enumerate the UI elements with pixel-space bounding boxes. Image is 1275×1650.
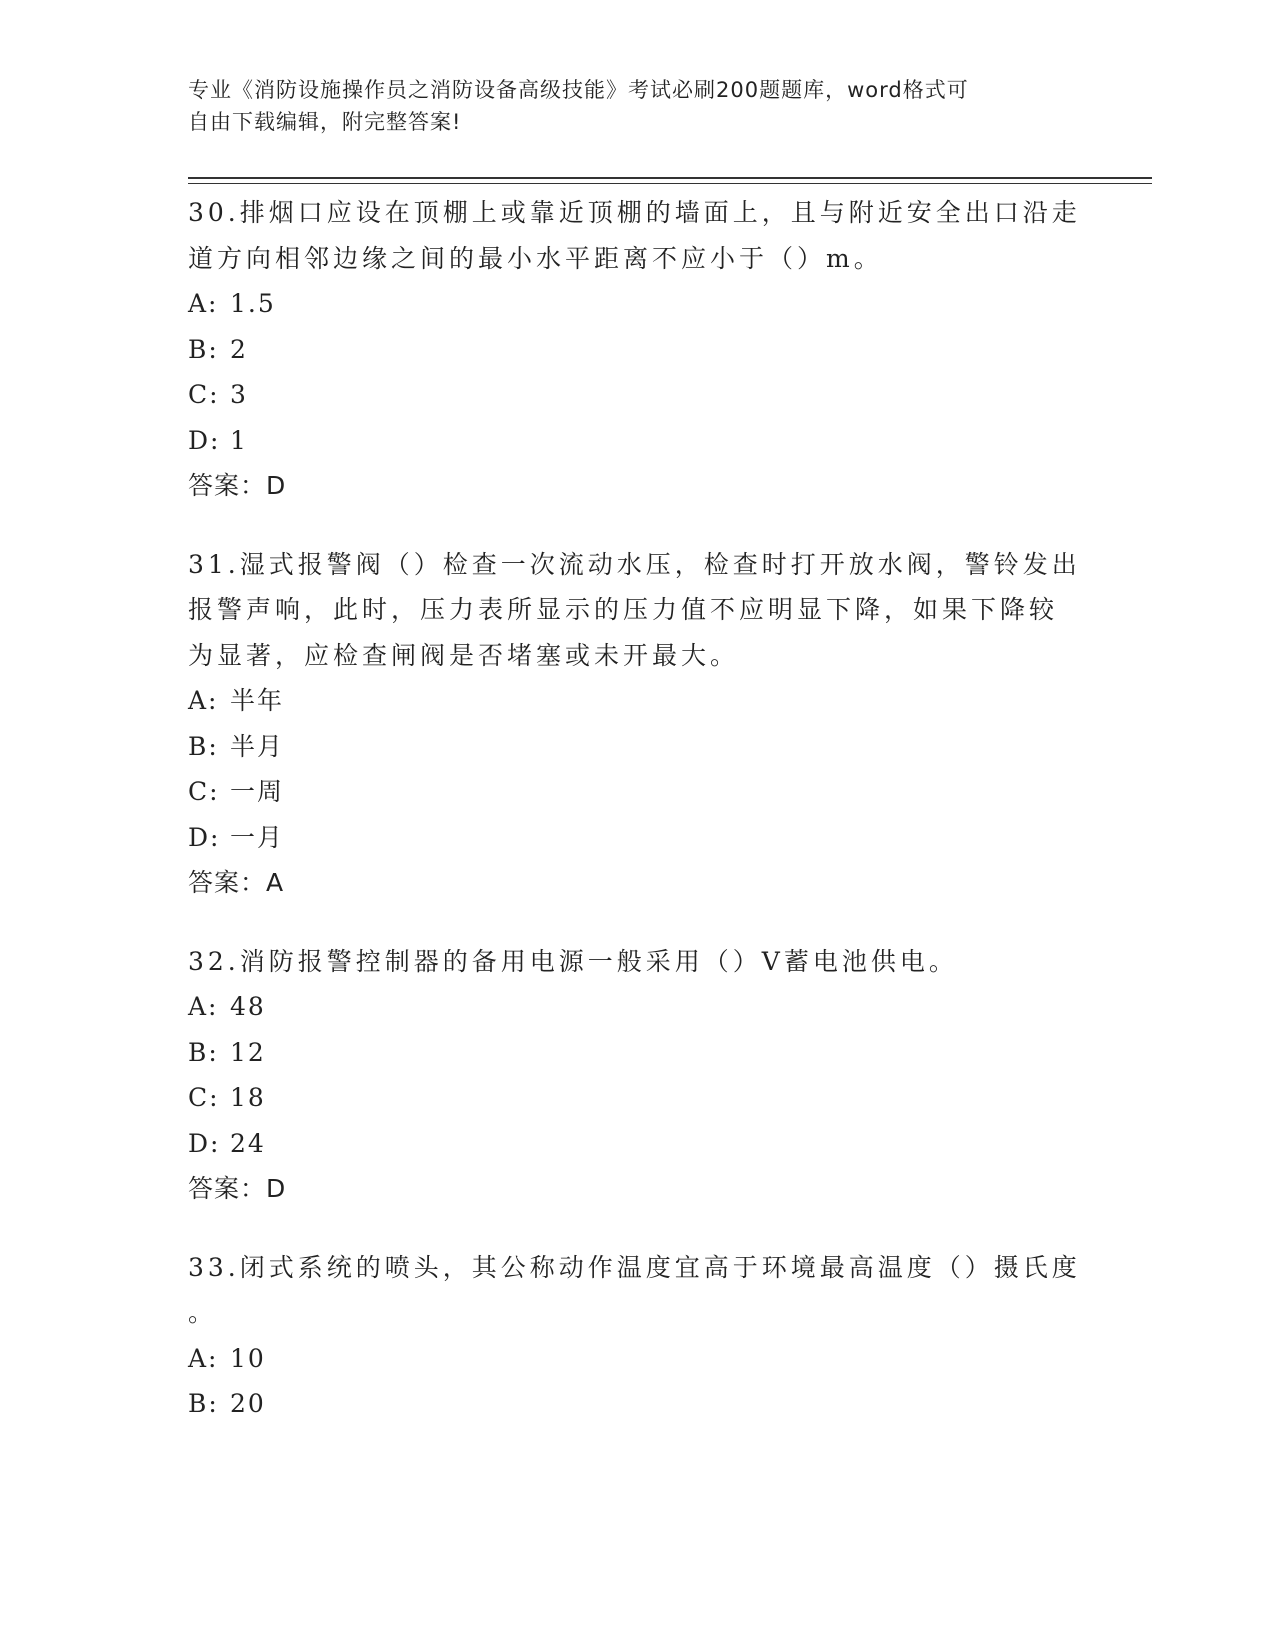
option-text: 12	[230, 1037, 266, 1067]
option-label: A:	[188, 992, 219, 1021]
option-a	[188, 281, 1088, 327]
option-b	[188, 724, 1088, 770]
option-a	[188, 1336, 1088, 1382]
option-label: D:	[188, 822, 221, 852]
option-label: D:	[188, 1128, 221, 1158]
option-text: 3	[230, 380, 248, 409]
option-label: B:	[188, 731, 219, 761]
question-stem-line: 30.排烟口应设在顶棚上或靠近顶棚的墙面上，且与附近安全出口沿走	[188, 198, 1081, 227]
option-text: 一月	[230, 822, 285, 852]
option-label: D:	[188, 425, 221, 455]
answer: 答案：D	[188, 471, 287, 500]
option-label: C:	[188, 380, 220, 409]
option-c	[188, 769, 1088, 815]
option-b	[188, 1381, 1088, 1427]
option-label: A:	[188, 289, 219, 318]
question-32	[188, 939, 1088, 1212]
option-text: 半月	[230, 731, 285, 761]
answer: 答案：D	[188, 1174, 287, 1203]
answer: 答案：A	[188, 868, 285, 897]
header-rule-thin	[188, 183, 1152, 184]
option-a	[188, 984, 1088, 1030]
question-stem-line: 32.消防报警控制器的备用电源一般采用（）V蓄电池供电。	[188, 946, 958, 976]
header-rule-thick	[188, 177, 1152, 179]
question-list	[188, 190, 1088, 1460]
option-text: 1	[230, 425, 248, 455]
option-label: C:	[188, 777, 220, 806]
question-stem-line: 33.闭式系统的喷头，其公称动作温度宜高于环境最高温度（）摄氏度	[188, 1252, 1081, 1282]
header-line-2: 自由下载编辑，附完整答案!	[188, 110, 462, 134]
option-label: A:	[188, 1343, 219, 1373]
option-label: B:	[188, 334, 219, 364]
question-stem-line: 报警声响，此时，压力表所显示的压力值不应明显下降，如果下降较	[188, 595, 1059, 624]
option-text: 2	[230, 334, 248, 364]
question-stem-line: 。	[188, 1298, 218, 1327]
option-text: 20	[230, 1389, 266, 1418]
option-label: B:	[188, 1037, 219, 1067]
option-b	[188, 327, 1088, 373]
question-stem-line: 道方向相邻边缘之间的最小水平距离不应小于（）m。	[188, 243, 883, 273]
option-text: 半年	[230, 686, 285, 715]
option-text: 48	[230, 992, 266, 1021]
option-label: C:	[188, 1083, 220, 1112]
option-label: A:	[188, 686, 219, 715]
question-stem-line: 为显著，应检查闸阀是否堵塞或未开最大。	[188, 640, 740, 670]
question-31	[188, 542, 1088, 906]
option-c	[188, 1075, 1088, 1121]
option-d	[188, 815, 1088, 861]
option-c	[188, 372, 1088, 418]
question-33	[188, 1245, 1088, 1427]
option-a	[188, 678, 1088, 724]
option-b	[188, 1030, 1088, 1076]
option-text: 24	[230, 1128, 266, 1158]
question-stem-line: 31.湿式报警阀（）检查一次流动水压，检查时打开放水阀，警铃发出	[188, 549, 1081, 579]
question-30	[188, 190, 1088, 509]
header-line-1: 专业《消防设施操作员之消防设备高级技能》考试必刷200题题库，word格式可	[188, 78, 969, 102]
option-d	[188, 1121, 1088, 1167]
option-text: 一周	[230, 777, 285, 806]
option-text: 1.5	[230, 289, 276, 318]
option-text: 18	[230, 1083, 266, 1112]
option-text: 10	[230, 1343, 266, 1373]
option-d	[188, 418, 1088, 464]
document-header	[188, 74, 1068, 138]
option-label: B:	[188, 1389, 219, 1418]
